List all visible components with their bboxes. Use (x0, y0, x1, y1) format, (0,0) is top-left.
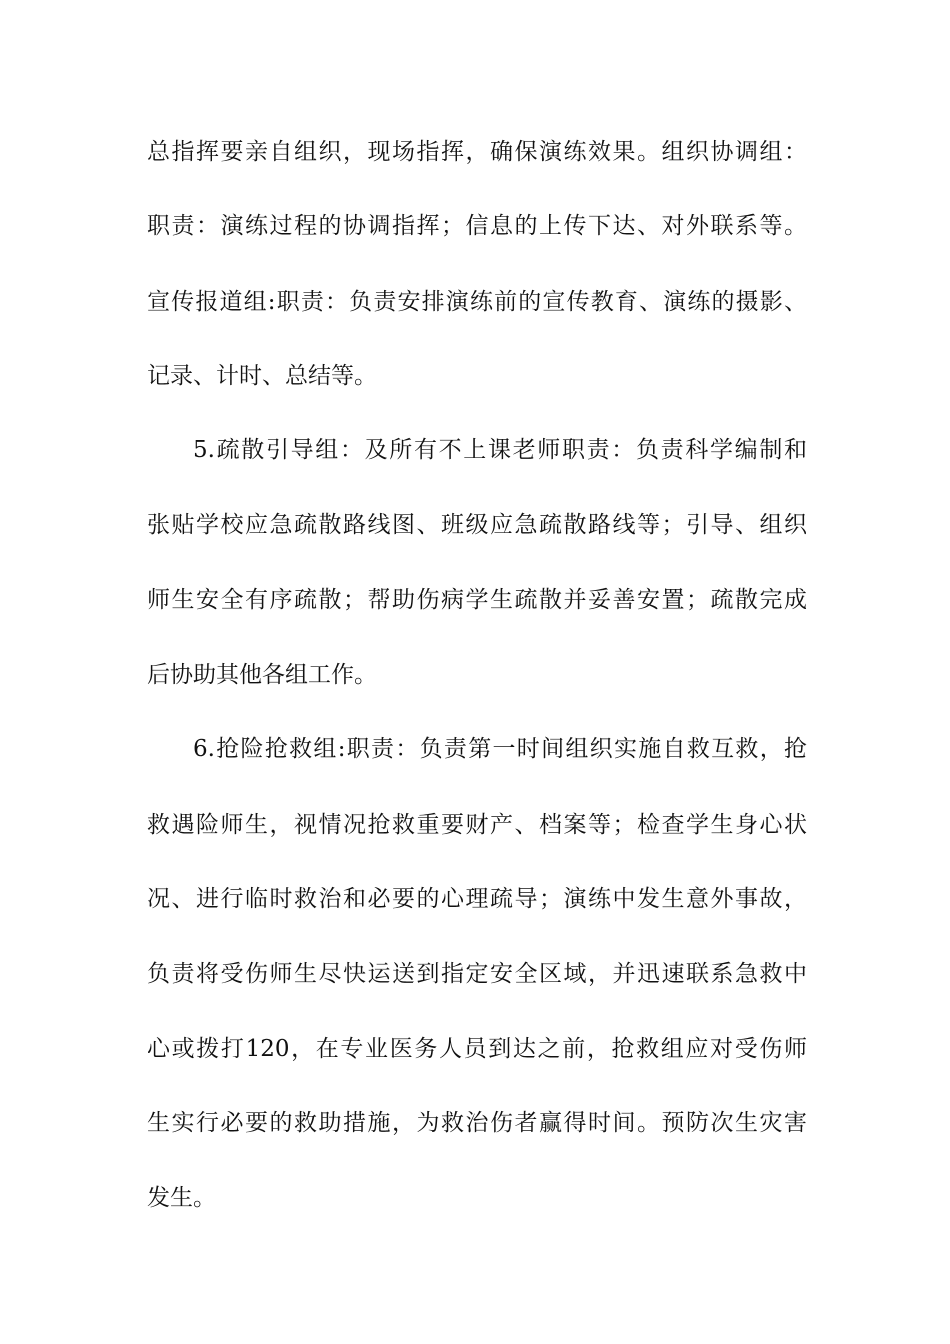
paragraph-line: 发生。 (147, 1185, 216, 1211)
paragraph-line: 心或拨打120，在专业医务人员到达之前，抢救组应对受伤师 (147, 1036, 807, 1062)
paragraph-line: 总指挥要亲自组织，现场指挥，确保演练效果。组织协调组： (147, 139, 807, 165)
paragraph-line: 职责：演练过程的协调指挥；信息的上传下达、对外联系等。 (147, 213, 807, 239)
paragraph-line: 生实行必要的救助措施，为救治伤者赢得时间。预防次生灾害 (147, 1110, 807, 1136)
paragraph-line: 6.抢险抢救组:职责：负责第一时间组织实施自救互救，抢 (193, 736, 807, 762)
paragraph-line: 张贴学校应急疏散路线图、班级应急疏散路线等；引导、组织 (147, 512, 807, 538)
paragraph-line: 记录、计时、总结等。 (147, 363, 377, 389)
paragraph-line: 救遇险师生，视情况抢救重要财产、档案等；检查学生身心状 (147, 812, 807, 838)
paragraph-line: 5.疏散引导组：及所有不上课老师职责：负责科学编制和 (193, 437, 807, 463)
paragraph-line: 负责将受伤师生尽快运送到指定安全区域，并迅速联系急救中 (147, 961, 807, 987)
paragraph-line: 况、进行临时救治和必要的心理疏导；演练中发生意外事故， (147, 886, 807, 912)
paragraph-line: 后协助其他各组工作。 (147, 662, 377, 688)
paragraph-line: 师生安全有序疏散；帮助伤病学生疏散并妥善安置；疏散完成 (147, 587, 807, 613)
paragraph-line: 宣传报道组:职责：负责安排演练前的宣传教育、演练的摄影、 (147, 289, 807, 315)
